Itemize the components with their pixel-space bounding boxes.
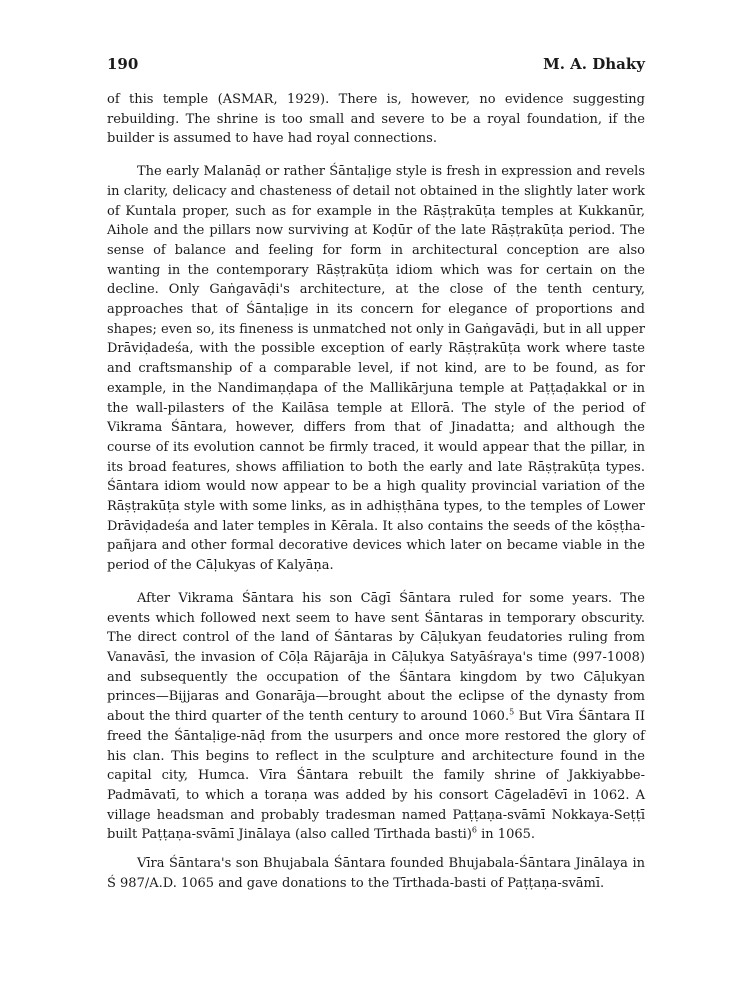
paragraph-3-text-cont: But Vīra Śāntara II freed the Śāntaḷige-nāḍ from the usurpers and once more restored the glory of his clan. This begins to reflect in the sculpture and architecture found in the capital city, Humca. Vīra Śāntara rebuilt the family shrine of Jakkiyabbe-Padmāvatī, to which a toraṇa was added by his consort Cāgeladēvī in 1062. A village headsman and probably tradesman named Paṭṭaṇa-svāmī Nokkaya-Seṭṭī built Paṭṭaṇa-svāmī Jinālaya (also called Tīrthada basti): [107, 709, 645, 843]
page-number: 190: [107, 55, 139, 73]
footnote-ref-6[interactable]: 6: [471, 825, 477, 835]
paragraph-1: of this temple (ASMAR, 1929). There is, however, no evidence suggesting rebuilding. The shrine is too small and severe to be a royal foundation, if the builder is assumed to have had royal connections.: [107, 92, 645, 147]
paragraph-2: The early Malanāḍ or rather Śāntaḷige style is fresh in expression and revels in clarity, delicacy and chasteness of detail not obtained in the slightly later work of Kuntala proper, such as for example in the Rāṣṭrakūṭa temples at Kukkanūr, Aihole and the pillars now surviving at Koḍūr of the late Rāṣṭrakūṭa period. The sense of balance and feeling for form in architectural conception are also wanting in the contemporary Rāṣṭrakūṭa idiom which was for certain on the decline. Only Gaṅgavāḍi's architecture, at the close of the tenth century, approaches that of Śāntaḷige in its concern for elegance of proportions and shapes; even so, its fineness is unmatched not only in Gaṅgavāḍi, but in all upper Drāviḍadeśa, with the possible exception of early Rāṣṭrakūṭa work where taste and craftsmanship of a comparable level, if not kind, are to be found, as for example, in the Nandimaṇḍapa of the Mallikārjuna temple at Paṭṭaḍakkal or in the wall-pilasters of the Kailāsa temple at Ellorā. The style of the period of Vikrama Śāntara, however, differs from that of Jinadatta; and although the course of its evolution cannot be firmly traced, it would appear that the pillar, in its broad features, shows affiliation to both the early and late Rāṣṭrakūṭa types. Śāntara idiom would now appear to be a high quality provincial variation of the Rāṣṭrakūṭa style with some links, as in adhiṣṭhāna types, to the temples of Lower Drāviḍadeśa and later temples in Kērala. It also contains the seeds of the kōṣṭha-pañjara and other formal decorative devices which later on became viable in the period of the Cāḷukyas of Kalyāṇa.: [107, 164, 645, 574]
running-author: M. A. Dhaky: [543, 55, 645, 73]
running-header: [107, 55, 645, 73]
paragraph-3-text: After Vikrama Śāntara his son Cāgī Śāntara ruled for some years. The events which followed next seem to have sent Śāntaras in temporary obscurity. The direct control of the land of Śāntaras by Cāḷukyan feudatories ruling from Vanavāsī, the invasion of Cōḷa Rājarāja in Cāḷukya Satyāśraya's time (997-1008) and subsequently the occupation of the Śāntara kingdom by two Cāḷukyan princes—Bijjaras and Gonarāja—brought about the eclipse of the dynasty from about the third quarter of the tenth century to around 1060.: [107, 590, 645, 725]
paragraph-4: Vīra Śāntara's son Bhujabala Śāntara founded Bhujabala-Śāntara Jinālaya in Ś 987/A.D. 1065 and gave donations to the Tīrthada-basti of Paṭṭaṇa-svāmī.: [107, 856, 645, 891]
paragraph-3: [107, 589, 645, 845]
body-text: [107, 90, 645, 893]
footnote-ref-5[interactable]: 5: [509, 707, 515, 717]
paragraph-3-text-end: in 1065.: [477, 827, 536, 843]
